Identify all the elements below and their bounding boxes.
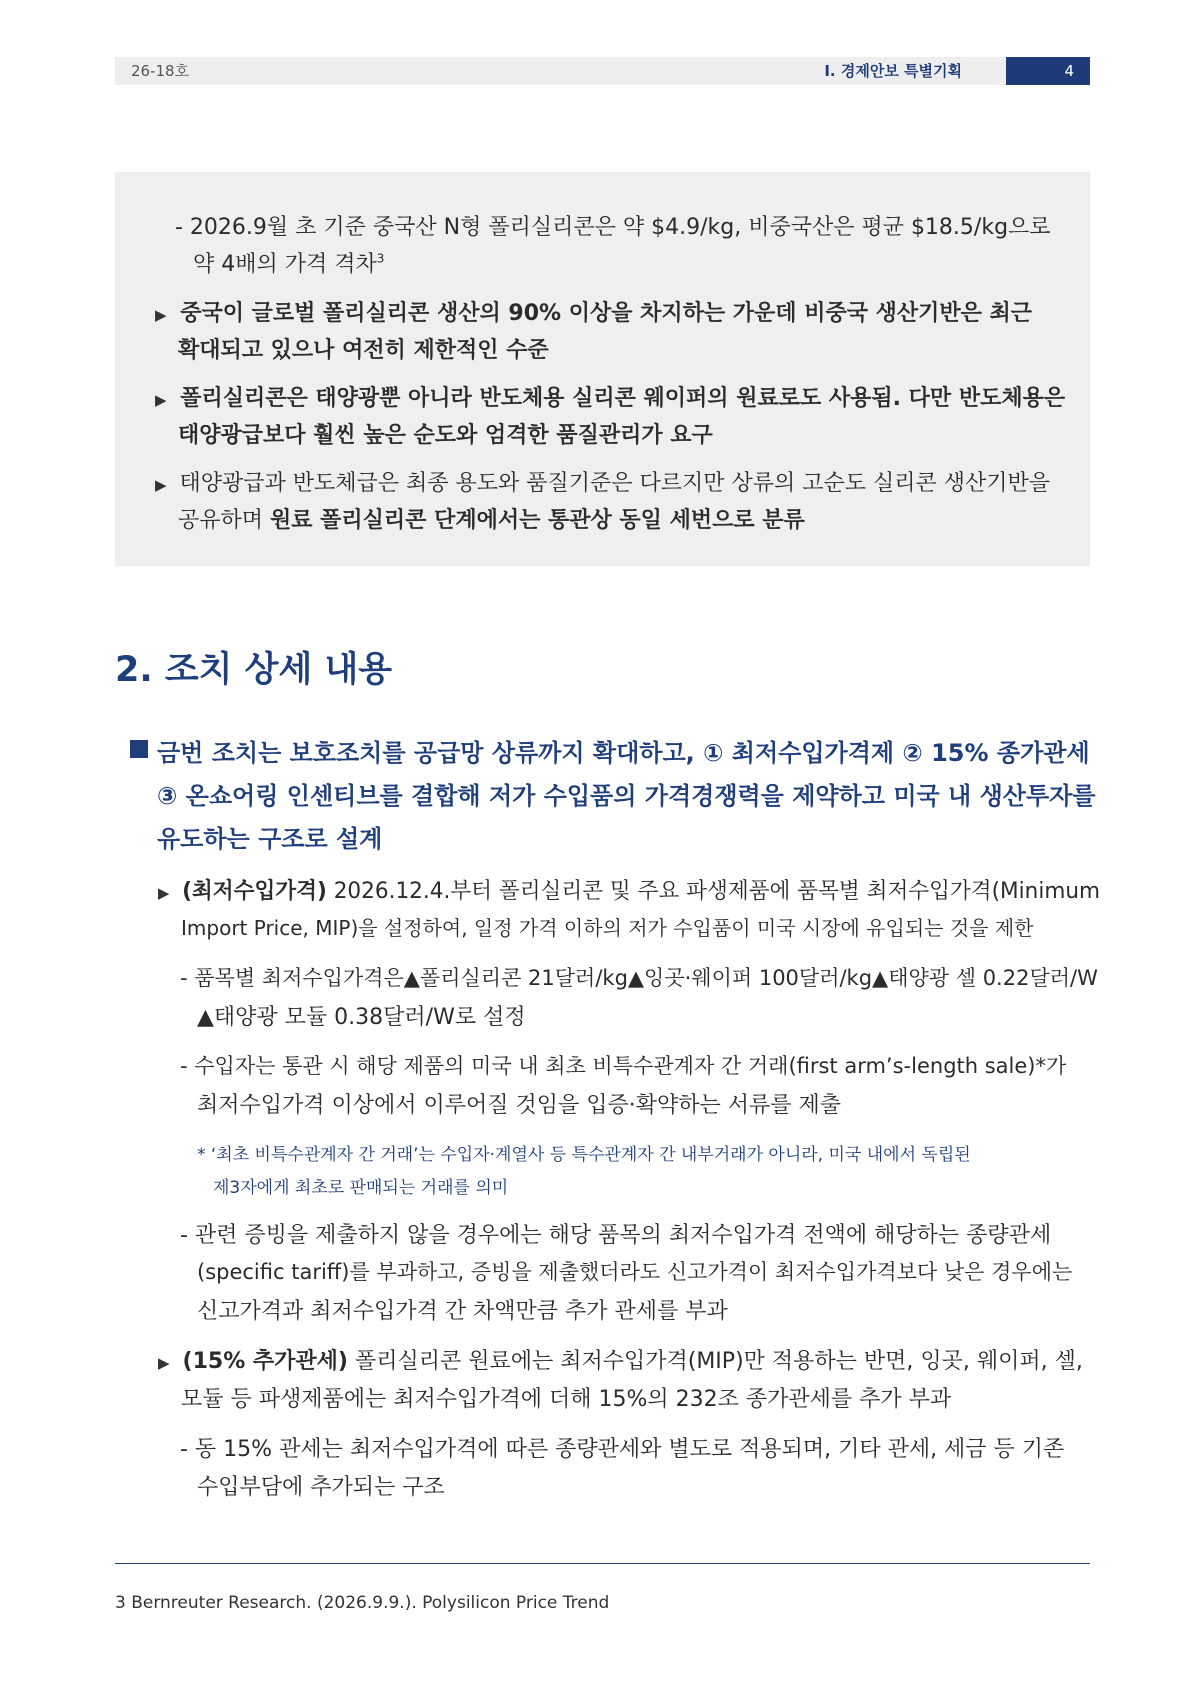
page-number: 4	[1064, 62, 1074, 80]
lead-line-3: 유도하는 구조로 설계	[157, 825, 383, 853]
bullet-item-china-share	[155, 296, 1032, 327]
bullet-item-mip-cont: Import Price, MIP)을 설정하여, 일정 가격 이하의 저가 수입품이 미국 시장에 유입되는 것을 제한	[181, 916, 1034, 940]
bullet-text: 중국이 글로벌 폴리실리콘 생산의 90% 이상을 차지하는 가운데 비중국 생산기반은 최근	[180, 301, 1033, 326]
bullet-item-shared-base	[155, 466, 1050, 497]
triangle-bullet-icon: ▶	[158, 884, 170, 902]
footnote: 3 Bernreuter Research. (2026.9.9.). Polysilicon Price Trend	[115, 1593, 610, 1613]
dash-item-price-gap	[175, 210, 1051, 241]
dash-item-separate-tariff: - 동 15% 관세는 최저수입가격에 따른 종량관세와 별도로 적용되며, 기타 관세, 세금 등 기존	[180, 1437, 1065, 1462]
triangle-bullet-icon: ▶	[155, 391, 167, 409]
dash-item-penalty: - 관련 증빙을 제출하지 않을 경우에는 해당 품목의 최저수입가격 전액에 해당하는 종량관세	[180, 1223, 1052, 1248]
section-heading: 2. 조치 상세 내용	[115, 650, 393, 690]
dash-item-mip-prices-cont: ▲태양광 모듈 0.38달러/W로 설정	[197, 1005, 526, 1030]
bullet-text: 공유하며	[178, 508, 271, 533]
page-number-box	[1006, 57, 1090, 85]
issue-number: 26-18호	[131, 62, 190, 80]
dash-item-price-gap-cont	[193, 247, 384, 278]
page-header	[115, 57, 1090, 85]
bullet-text: 확대되고 있으나 여전히 제한적인 수준	[178, 338, 549, 363]
triangle-bullet-icon: ▶	[155, 306, 167, 324]
lead-line-1: 금번 조치는 보호조치를 공급망 상류까지 확대하고, ① 최저수입가격제 ② 15% 종가관세	[157, 739, 1090, 767]
note-line-1: * ‘최초 비특수관계자 간 거래’는 수입자·계열사 등 특수관계자 간 내부거래가 아니라, 미국 내에서 독립된	[197, 1145, 971, 1165]
triangle-bullet-icon: ▶	[155, 476, 167, 494]
dash-item-text: 약 4배의 가격 격차	[193, 252, 377, 277]
bullet-label: (15% 추가관세)	[182, 1349, 348, 1374]
bullet-item-shared-base-cont	[178, 503, 805, 534]
bullet-item-ad-valorem-cont: 모듈 등 파생제품에는 최저수입가격에 더해 15%의 232조 종가관세를 추가 부과	[181, 1387, 952, 1412]
bullet-text-emphasis: 원료 폴리실리콘 단계에서는 통관상 동일 세번으로 분류	[270, 508, 805, 533]
bullet-label: (최저수입가격)	[182, 879, 327, 904]
bullet-item-china-share-cont	[178, 333, 549, 364]
dash-item-penalty-cont-2: 신고가격과 최저수입가격 간 차액만큼 추가 관세를 부과	[197, 1299, 728, 1324]
bullet-text: 태양광급보다 훨씬 높은 순도와 엄격한 품질관리가 요구	[178, 423, 713, 448]
dash-item-importer-docs: - 수입자는 통관 시 해당 제품의 미국 내 최초 비특수관계자 간 거래(first arm’s-length sale)*가	[180, 1054, 1067, 1078]
bullet-text: 2026.12.4.부터 폴리실리콘 및 주요 파생제품에 품목별 최저수입가격(Minimum	[326, 879, 1101, 904]
dash-item-penalty-cont-1: (specific tariff)를 부과하고, 증빙을 제출했더라도 신고가격이 최저수입가격보다 낮은 경우에는	[197, 1260, 1073, 1284]
section-title: Ⅰ. 경제안보 특별기획	[824, 62, 962, 80]
footnote-divider	[115, 1563, 1090, 1564]
square-bullet-icon	[130, 740, 148, 758]
dash-item-text: - 2026.9월 초 기준 중국산 N형 폴리실리콘은 약 $4.9/kg, 비중국산은 평균 $18.5/kg으로	[175, 215, 1051, 240]
bullet-text: 태양광급과 반도체급은 최종 용도와 품질기준은 다르지만 상류의 고순도 실리콘 생산기반을	[179, 471, 1051, 496]
footnote-ref: 3	[376, 251, 385, 266]
bullet-item-ad-valorem	[158, 1344, 1083, 1375]
dash-item-separate-tariff-cont: 수입부담에 추가되는 구조	[197, 1475, 445, 1500]
dash-item-mip-prices: - 품목별 최저수입가격은▲폴리실리콘 21달러/kg▲잉곳·웨이퍼 100달러/kg▲태양광 셀 0.22달러/W	[180, 966, 1098, 990]
bullet-text: 폴리실리콘 원료에는 최저수입가격(MIP)만 적용하는 반면, 잉곳, 웨이퍼, 셀,	[347, 1349, 1083, 1374]
bullet-item-mip	[158, 874, 1100, 905]
triangle-bullet-icon: ▶	[158, 1354, 170, 1372]
lead-line-2: ③ 온쇼어링 인센티브를 결합해 저가 수입품의 가격경쟁력을 제약하고 미국 내 생산투자를	[157, 782, 1096, 810]
summary-box	[115, 172, 1090, 566]
dash-item-importer-docs-cont: 최저수입가격 이상에서 이루어질 것임을 입증·확약하는 서류를 제출	[197, 1093, 842, 1118]
bullet-text: 폴리실리콘은 태양광뿐 아니라 반도체용 실리콘 웨이퍼의 원료로도 사용됨. 다만 반도체용은	[180, 386, 1066, 411]
note-line-2: 제3자에게 최초로 판매되는 거래를 의미	[213, 1178, 509, 1198]
bullet-item-semiconductor-use	[155, 381, 1065, 412]
bullet-item-semiconductor-use-cont	[178, 418, 713, 449]
